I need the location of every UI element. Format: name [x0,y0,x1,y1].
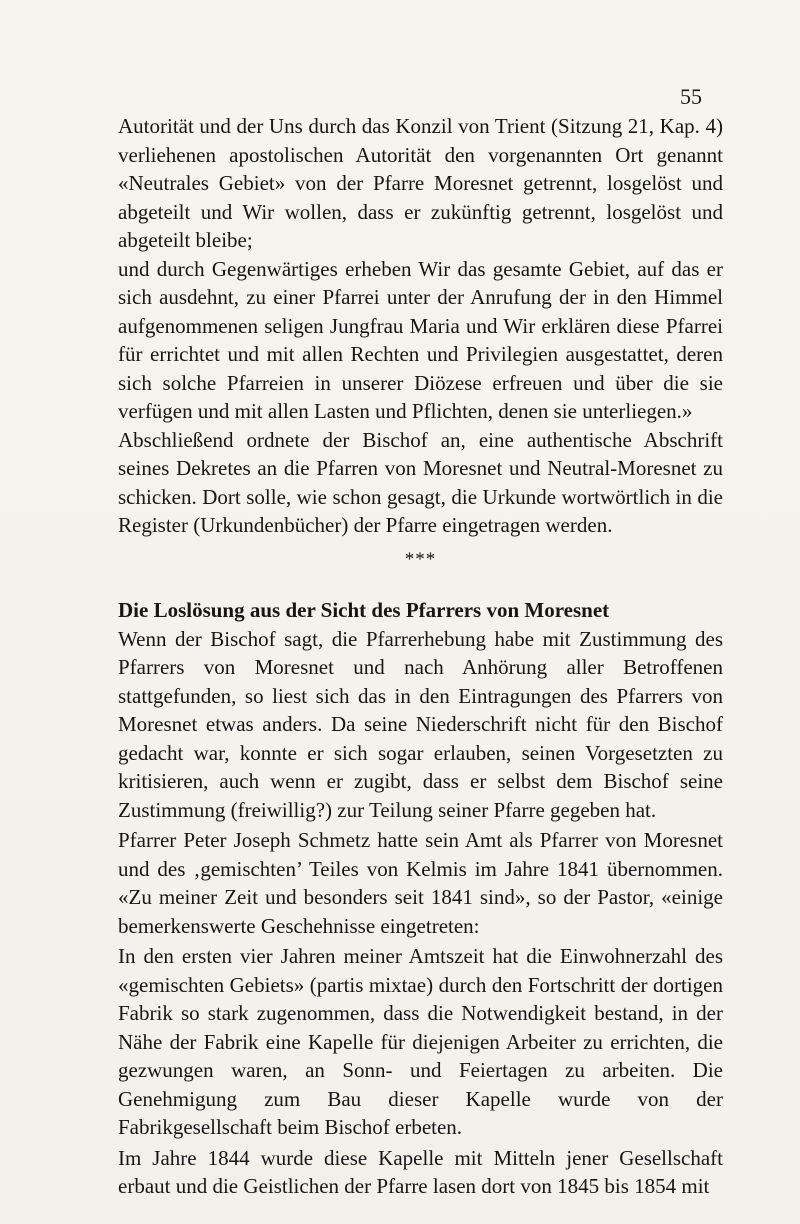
section-separator: *** [404,548,437,570]
body-text [118,112,723,1201]
paragraph-decree-continuation: Autorität und der Uns durch das Konzil von Trient (Sitzung 21, Kap. 4) verliehenen apostolischen Autorität den vorgenannten Ort genannt «Neutrales Gebiet» von der Pfarre Moresnet getrennt, losgelöst und abgeteilt und Wir wollen, dass er zukünftig getrennt, losgelöst und abgeteilt bleibe; [118,114,723,252]
section-heading: Die Loslösung aus der Sicht des Pfarrers von Moresnet [118,598,610,622]
paragraph-pastor-view: Wenn der Bischof sagt, die Pfarrerhebung habe mit Zustimmung des Pfarrers von Moresnet und nach Anhörung aller Betroffenen stattgefunden, so liest sich das in den Eintragungen des Pfarrers von Moresnet etwas anders. Da seine Niederschrift nicht für den Bischof gedacht war, konnte er sich sogar erlauben, seinen Vorgesetzten zu kritisieren, auch wenn er zugibt, dass er selbst dem Bischof seine Zustimmung (freiwillig?) zur Teilung seiner Pfarre gegeben hat. [118,626,723,822]
page-number: 55 [680,84,702,109]
paragraph-decree-erection: und durch Gegenwärtiges erheben Wir das gesamte Gebiet, auf das er sich ausdehnt, zu einer Pfarrei unter der Anrufung der in den Himmel aufgenommenen seligen Jungfrau Maria und Wir erklären diese Pfarrei für errichtet und mit allen Rechten und Privilegien ausgestattet, deren sich solche Pfarreien in unserer Diözese erfreuen und über die sie verfügen und mit allen Lasten und Pflichten, denen sie unterliegen.» [118,256,723,423]
paragraph-closing-order: Abschließend ordnete der Bischof an, eine authentische Abschrift seines Dekretes an die Pfarren von Moresnet und Neutral-Moresnet zu schicken. Dort solle, wie schon gesagt, die Urkunde wortwörtlich in die Register (Urkundenbücher) der Pfarre eingetragen werden. [118,427,723,537]
paragraph-schmetz: Pfarrer Peter Joseph Schmetz hatte sein Amt als Pfarrer von Moresnet und des ‚gemischten’ Teiles von Kelmis im Jahre 1841 übernommen. «Zu meiner Zeit und besonders seit 1841 sind», so der Pastor, «einige bemerkenswerte Geschehnisse eingetreten: [118,828,723,938]
paragraph-first-years: In den ersten vier Jahren meiner Amtszeit hat die Einwohnerzahl des «gemischten Gebiets» (partis mixtae) durch den Fortschritt der dortigen Fabrik so stark zugenommen, dass die Notwendigkeit bestand, in der Nähe der Fabrik eine Kapelle für diejenigen Arbeiter zu errichten, die gezwungen waren, an Sonn- und Feiertagen zu arbeiten. Die Genehmigung zum Bau dieser Kapelle wurde von der Fabrikgesellschaft beim Bischof erbeten. [118,944,723,1139]
paragraph-chapel-1844: Im Jahre 1844 wurde diese Kapelle mit Mitteln jener Gesellschaft erbaut und die Geistlichen der Pfarre lasen dort von 1845 bis 1854 mit [118,1145,723,1198]
